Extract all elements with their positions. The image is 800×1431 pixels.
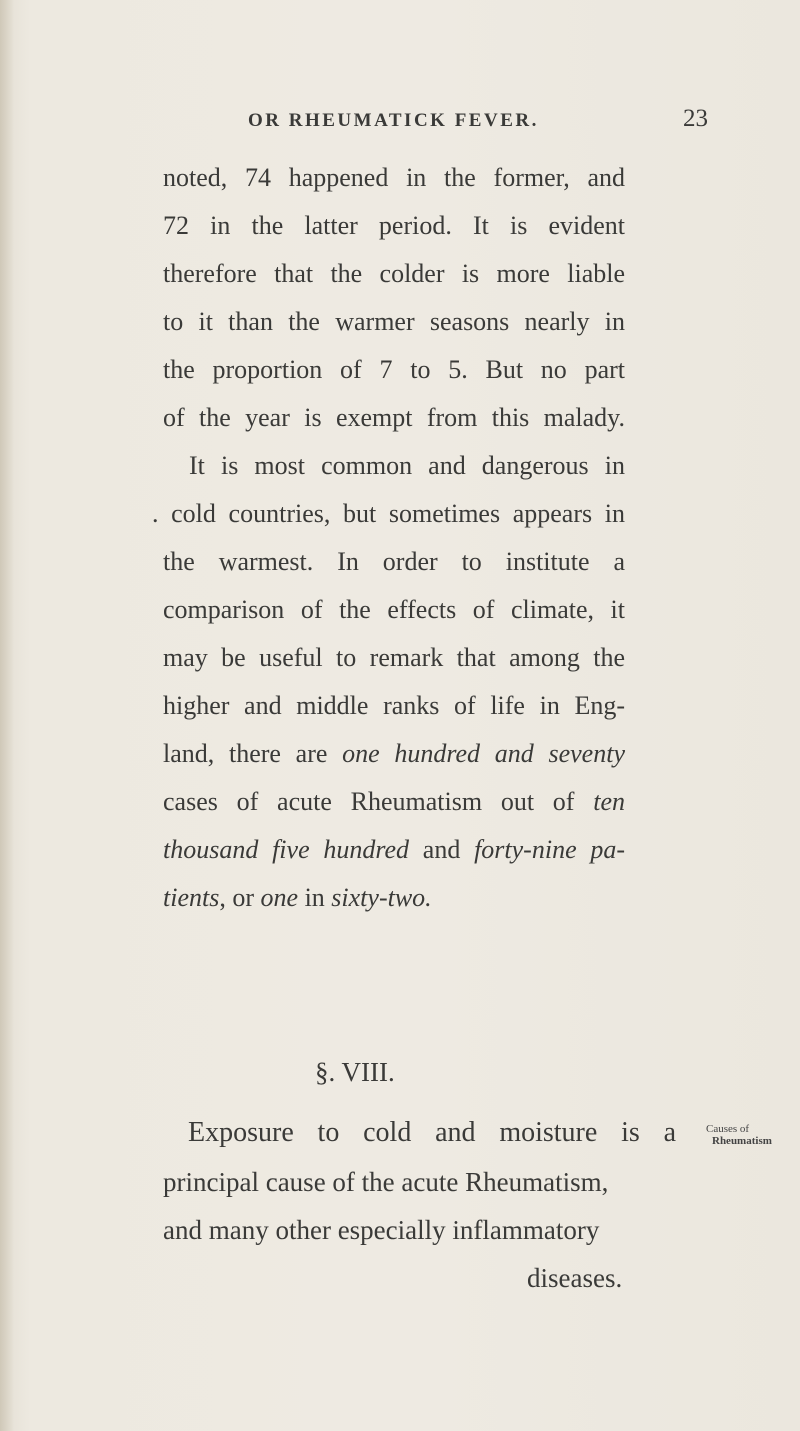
italic-run: tients xyxy=(163,883,220,912)
text-line: It is most common and dangerous in xyxy=(189,451,625,480)
text-line xyxy=(163,835,625,865)
text-run: , or xyxy=(219,883,261,912)
italic-run: thousand five hundred xyxy=(163,835,410,864)
text-line: comparison of the effects of climate, it xyxy=(163,595,625,624)
text-line: principal cause of the acute Rheumatism, xyxy=(163,1167,609,1197)
text-run: and xyxy=(409,835,475,864)
section-heading: §. VIII. xyxy=(315,1057,395,1087)
text-line: and many other especially inflammatory xyxy=(163,1215,600,1245)
italic-run: forty-nine pa- xyxy=(474,835,626,864)
text-line xyxy=(163,787,625,817)
text-line: Exposure to cold and moisture is a xyxy=(188,1117,676,1148)
page-gutter-shadow xyxy=(0,0,14,1431)
marginal-note-line: Rheumatism xyxy=(712,1135,772,1147)
italic-run: one xyxy=(260,883,299,912)
page-number: 23 xyxy=(683,105,708,132)
text-line: 72 in the latter period. It is evident xyxy=(163,211,625,240)
text-line: may be useful to remark that among the xyxy=(163,643,625,672)
text-line: . cold countries, but sometimes appears in xyxy=(152,499,625,528)
italic-run: ten xyxy=(593,787,625,816)
italic-run: sixty-two. xyxy=(331,883,432,912)
text-line xyxy=(163,739,625,769)
text-line: the proportion of 7 to 5. But no part xyxy=(163,355,625,384)
text-line: the warmest. In order to institute a xyxy=(163,547,625,576)
text-run: cases of acute Rheumatism out of xyxy=(163,787,594,816)
running-head: OR RHEUMATICK FEVER. xyxy=(248,110,539,131)
text-line: to it than the warmer seasons nearly in xyxy=(163,307,625,336)
text-run: in xyxy=(298,883,332,912)
marginal-note xyxy=(706,1123,772,1147)
text-line: noted, 74 happened in the former, and xyxy=(163,163,625,192)
text-line xyxy=(163,883,432,913)
page-header xyxy=(0,105,800,140)
marginal-note-line: Causes of xyxy=(706,1123,750,1135)
text-line: higher and middle ranks of life in Eng- xyxy=(163,691,625,720)
italic-run: one hundred and seventy xyxy=(342,739,625,768)
text-line: therefore that the colder is more liable xyxy=(163,259,625,288)
text-line: of the year is exempt from this malady. xyxy=(163,403,625,432)
text-line: diseases. xyxy=(527,1263,623,1293)
text-run: land, there are xyxy=(163,739,343,768)
